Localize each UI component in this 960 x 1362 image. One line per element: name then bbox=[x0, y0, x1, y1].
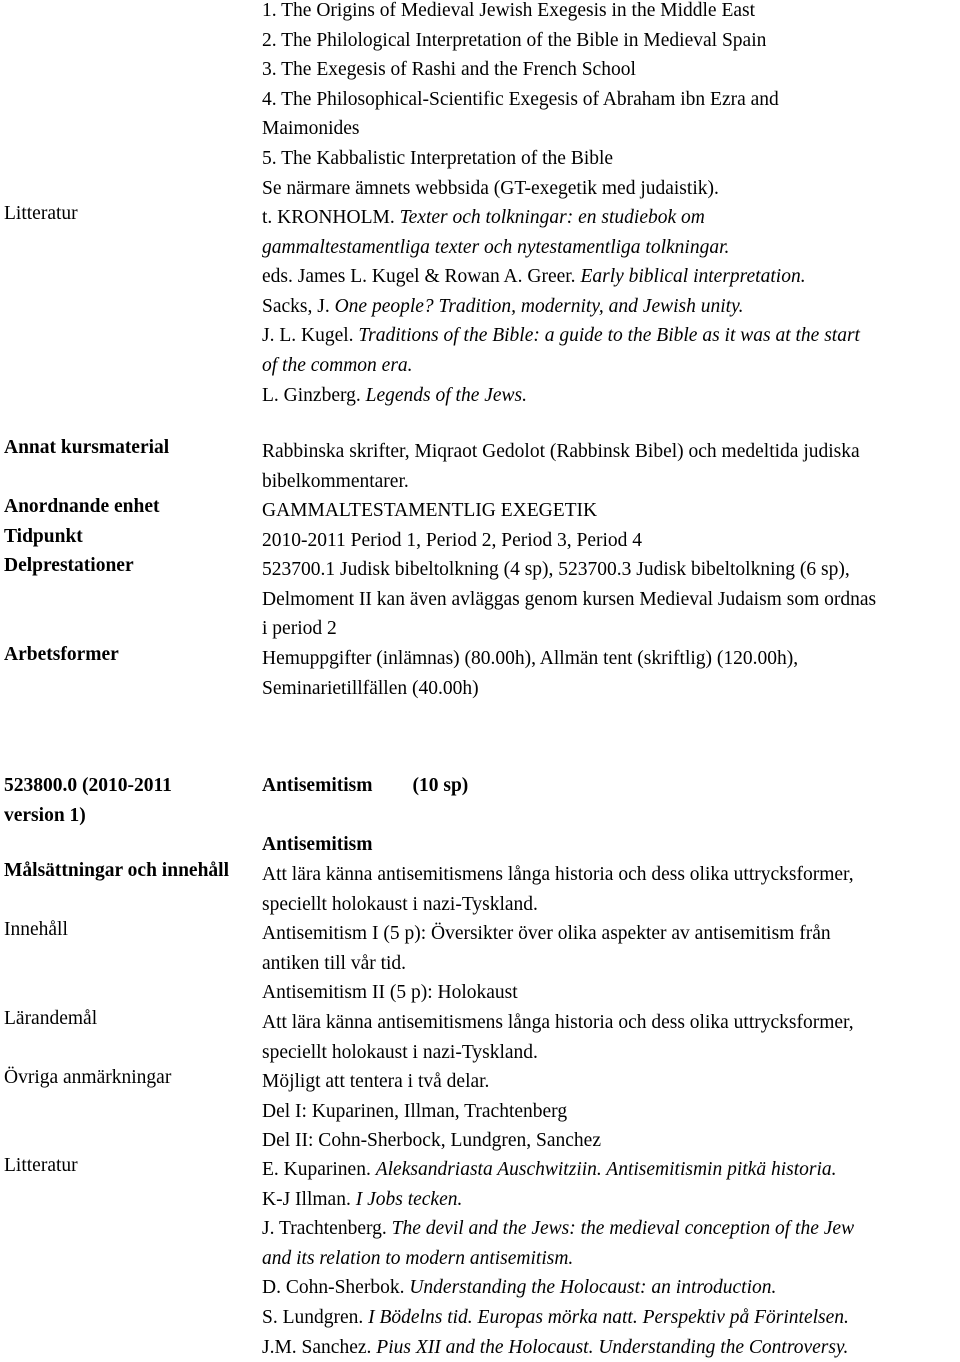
reference: t. KRONHOLM. Texter och tolkningar: en studiebok om bbox=[262, 207, 705, 228]
course-version: version 1) bbox=[4, 804, 86, 826]
ovriga-label: Övriga anmärkningar bbox=[4, 1067, 172, 1088]
arbets-label: Arbetsformer bbox=[4, 644, 119, 665]
delprest-line: 523700.1 Judisk bibeltolkning (4 sp), 523700.3 Judisk bibeltolkning (6 sp), bbox=[262, 559, 850, 580]
reference: eds. James L. Kugel & Rowan A. Greer. Early biblical interpretation. bbox=[262, 266, 806, 288]
reference: E. Kuparinen. Aleksandriasta Auschwitziin. Antisemitismin pitkä historia. bbox=[262, 1159, 837, 1180]
reference-list-2 bbox=[262, 1155, 957, 1362]
ovriga-line: Möjligt att tentera i två delar. bbox=[262, 1071, 490, 1092]
delprest-line: Delmoment II kan även avläggas genom kursen Medieval Judaism som ordnas bbox=[262, 588, 877, 610]
reference: gammaltestamentliga texter och nytestamentliga tolkningar. bbox=[262, 236, 730, 258]
litteratur-label: Litteratur bbox=[4, 203, 78, 224]
arbets-line: Hemuppgifter (inlämnas) (80.00h), Allmän tent (skriftlig) (120.00h), bbox=[262, 648, 799, 669]
topic-item: Maimonides bbox=[262, 118, 360, 140]
mal-line: Att lära känna antisemitismens långa historia och dess olika uttrycksformer, bbox=[262, 864, 854, 885]
ovriga-line: Del II: Cohn-Sherbock, Lundgren, Sanchez bbox=[262, 1130, 601, 1152]
topic-note: Se närmare ämnets webbsida (GT-exegetik med judaistik). bbox=[262, 177, 719, 199]
topic-item: 2. The Philological Interpretation of the Bible in Medieval Spain bbox=[262, 29, 767, 51]
reference: D. Cohn-Sherbok. Understanding the Holocaust: an introduction. bbox=[262, 1277, 777, 1299]
course-title: Antisemitism bbox=[262, 775, 373, 796]
topic-item: 5. The Kabbalistic Interpretation of the Bible bbox=[262, 147, 614, 169]
annat-line: Rabbinska skrifter, Miqraot Gedolot (Rabbinsk Bibel) och medeltida judiska bbox=[262, 441, 860, 462]
larandemal-label: Lärandemål bbox=[4, 1008, 98, 1029]
annat-label: Annat kursmaterial bbox=[4, 437, 170, 458]
delprest-line: i period 2 bbox=[262, 618, 337, 640]
reference: J.M. Sanchez. Pius XII and the Holocaust. Understanding the Controversy. bbox=[262, 1336, 849, 1358]
tidpunkt-value: 2010-2011 Period 1, Period 2, Period 3, Period 4 bbox=[262, 530, 643, 551]
annat-line: bibelkommentarer. bbox=[262, 470, 409, 492]
reference: K-J Illman. I Jobs tecken. bbox=[262, 1188, 463, 1210]
mal-line: speciellt holokaust i nazi-Tyskland. bbox=[262, 893, 538, 915]
anordnande-label: Anordnande enhet bbox=[4, 496, 160, 517]
course-subtitle: Antisemitism bbox=[262, 834, 373, 855]
course-credits: (10 sp) bbox=[412, 775, 469, 796]
topic-item: 4. The Philosophical-Scientific Exegesis of Abraham ibn Ezra and bbox=[262, 88, 779, 110]
reference: S. Lundgren. I Bödelns tid. Europas mörka natt. Perspektiv på Förintelsen. bbox=[262, 1306, 849, 1328]
topic-item: 3. The Exegesis of Rashi and the French School bbox=[262, 59, 636, 81]
reference: Sacks, J. One people? Tradition, modernity, and Jewish unity. bbox=[262, 295, 744, 317]
tidpunkt-label: Tidpunkt bbox=[4, 526, 83, 547]
ovriga-line: Del I: Kuparinen, Illman, Trachtenberg bbox=[262, 1100, 568, 1122]
topic-item: 1. The Origins of Medieval Jewish Exegesis in the Middle East bbox=[262, 0, 756, 21]
reference: J. L. Kugel. Traditions of the Bible: a guide to the Bible as it was at the start bbox=[262, 325, 860, 347]
reference: J. Trachtenberg. The devil and the Jews: the medieval conception of the Jew bbox=[262, 1218, 855, 1240]
innehall-line: Antisemitism I (5 p): Översikter över olika aspekter av antisemitism från bbox=[262, 923, 831, 944]
innehall-label: Innehåll bbox=[4, 919, 68, 940]
course-code: 523800.0 (2010-2011 bbox=[4, 775, 172, 796]
reference: of the common era. bbox=[262, 354, 413, 376]
innehall-line: Antisemitism II (5 p): Holokaust bbox=[262, 982, 518, 1004]
arbets-line: Seminarietillfällen (40.00h) bbox=[262, 677, 479, 699]
larandemal-line: Att lära känna antisemitismens långa historia och dess olika uttrycksformer, bbox=[262, 1012, 854, 1033]
larandemal-line: speciellt holokaust i nazi-Tyskland. bbox=[262, 1041, 538, 1063]
reference-list bbox=[262, 203, 957, 410]
innehall-line: antiken till vår tid. bbox=[262, 952, 407, 974]
anordnande-value: GAMMALTESTAMENTLIG EXEGETIK bbox=[262, 500, 598, 521]
reference: L. Ginzberg. Legends of the Jews. bbox=[262, 384, 528, 406]
reference: and its relation to modern antisemitism. bbox=[262, 1247, 574, 1269]
delprest-label: Delprestationer bbox=[4, 555, 134, 576]
mal-label: Målsättningar och innehåll bbox=[4, 860, 230, 881]
litteratur2-label: Litteratur bbox=[4, 1155, 78, 1176]
